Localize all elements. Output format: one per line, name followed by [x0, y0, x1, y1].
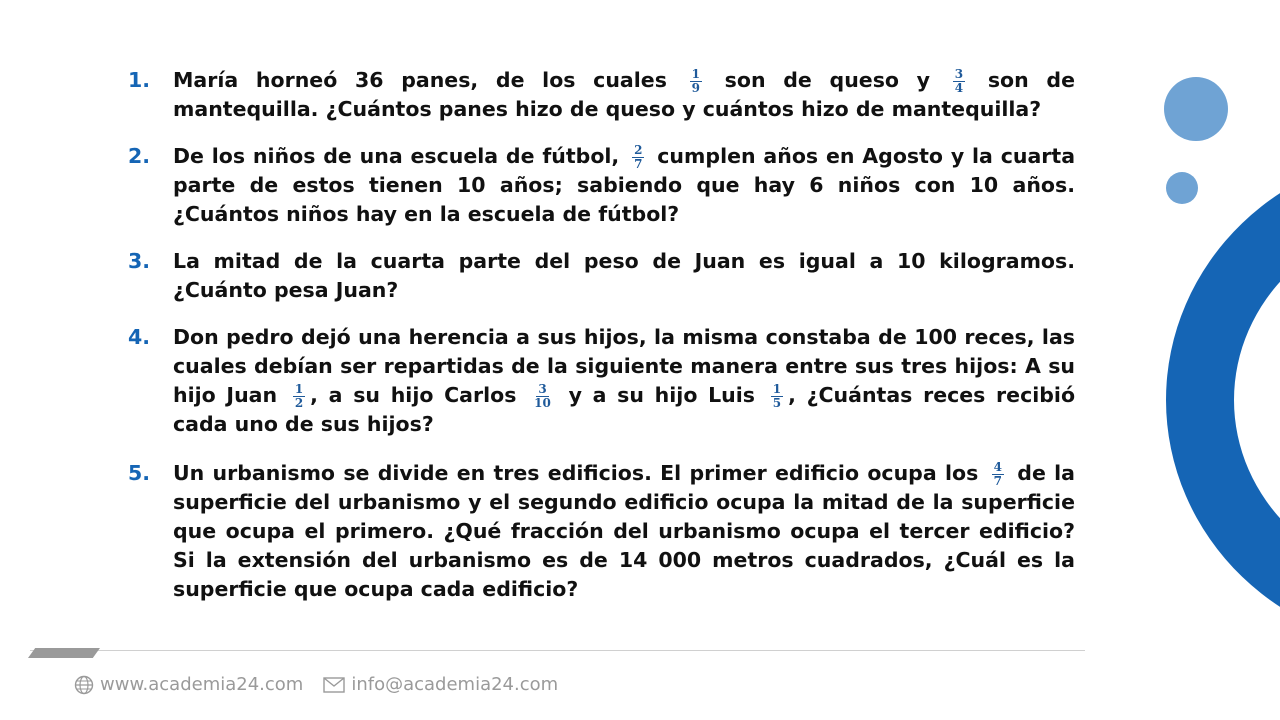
problem-list	[120, 66, 1075, 604]
fraction	[293, 383, 305, 410]
numerator: 1	[691, 66, 700, 81]
problem-text	[173, 247, 1075, 305]
numerator: 1	[772, 381, 782, 396]
footer-accent-tab	[28, 648, 100, 658]
denominator: 7	[993, 473, 1002, 488]
denominator: 9	[691, 80, 700, 95]
text-segment: De los niños de una escuela de fútbol,	[173, 144, 620, 168]
problem-number: 4.	[128, 325, 151, 349]
problem-1	[120, 66, 1075, 124]
problem-number: 2.	[128, 144, 151, 168]
footer-website[interactable]	[74, 674, 303, 695]
website-link[interactable]: www.academia24.com	[100, 674, 304, 695]
problem-5	[120, 459, 1075, 604]
numerator: 2	[634, 142, 643, 157]
text-segment: , a su hijo Carlos	[310, 383, 517, 407]
problem-4	[120, 323, 1075, 439]
decorative-circle-large	[1164, 77, 1228, 141]
problem-text	[173, 142, 1075, 229]
problem-text	[173, 459, 1075, 604]
text-segment: , ¿Cuántas reces recibió cada uno de sus hijos?	[173, 383, 1076, 436]
denominator: 4	[954, 80, 964, 95]
text-segment: Don pedro dejó una herencia a sus hijos, la misma constaba de 100 reces, las cuales debían ser repartidas de la siguiente manera entre sus tres hijos: A su hijo Juan	[173, 325, 1075, 407]
text-segment: La mitad de la cuarta parte del peso de Juan es igual a 10 kilogramos. ¿Cuánto pesa Juan?	[173, 249, 1075, 302]
denominator: 10	[534, 395, 551, 410]
text-segment: María horneó 36 panes, de los cuales	[173, 68, 667, 92]
footer	[74, 674, 578, 695]
text-segment: y a su hijo Luis	[568, 383, 756, 407]
problem-number: 3.	[128, 249, 151, 273]
decorative-ring	[1166, 150, 1280, 650]
denominator: 7	[634, 156, 643, 171]
numerator: 3	[954, 66, 964, 81]
problem-3	[120, 247, 1075, 305]
fraction	[532, 383, 553, 410]
fraction	[992, 461, 1004, 488]
problem-text	[173, 323, 1075, 439]
text-segment: Un urbanismo se divide en tres edificios. El primer edificio ocupa los	[173, 461, 979, 485]
problem-number: 5.	[128, 461, 151, 485]
globe-icon	[74, 675, 94, 695]
footer-email[interactable]	[323, 674, 558, 695]
text-segment: de la superficie del urbanismo y el segundo edificio ocupa la mitad de la superficie que ocupa el primero. ¿Qué fracción del urbanismo ocupa el tercer edificio? Si la extensión del urbanismo es de 14 000 metros cuadrados, ¿Cuál es la superficie que ocupa cada edificio?	[173, 461, 1076, 601]
denominator: 5	[772, 395, 782, 410]
fraction	[690, 68, 702, 95]
problem-number: 1.	[128, 68, 151, 92]
decorative-circle-small	[1166, 172, 1198, 204]
mail-icon	[323, 676, 345, 694]
fraction	[632, 144, 644, 171]
denominator: 2	[294, 395, 304, 410]
problem-text	[173, 66, 1075, 124]
fraction	[953, 68, 965, 95]
numerator: 1	[294, 381, 304, 396]
problem-2	[120, 142, 1075, 229]
text-segment: son de queso y	[724, 68, 931, 92]
text-segment: cumplen años en Agosto y la cuarta parte de estos tienen 10 años; sabiendo que hay 6 niños con 10 años. ¿Cuántos niños hay en la escuela de fútbol?	[173, 144, 1076, 226]
numerator: 3	[538, 381, 547, 396]
fraction	[771, 383, 783, 410]
email-link[interactable]: info@academia24.com	[351, 674, 559, 695]
numerator: 4	[993, 459, 1002, 474]
text-segment: son de mantequilla. ¿Cuántos panes hizo de queso y cuántos hizo de mantequilla?	[173, 68, 1075, 121]
footer-divider	[30, 650, 1085, 651]
